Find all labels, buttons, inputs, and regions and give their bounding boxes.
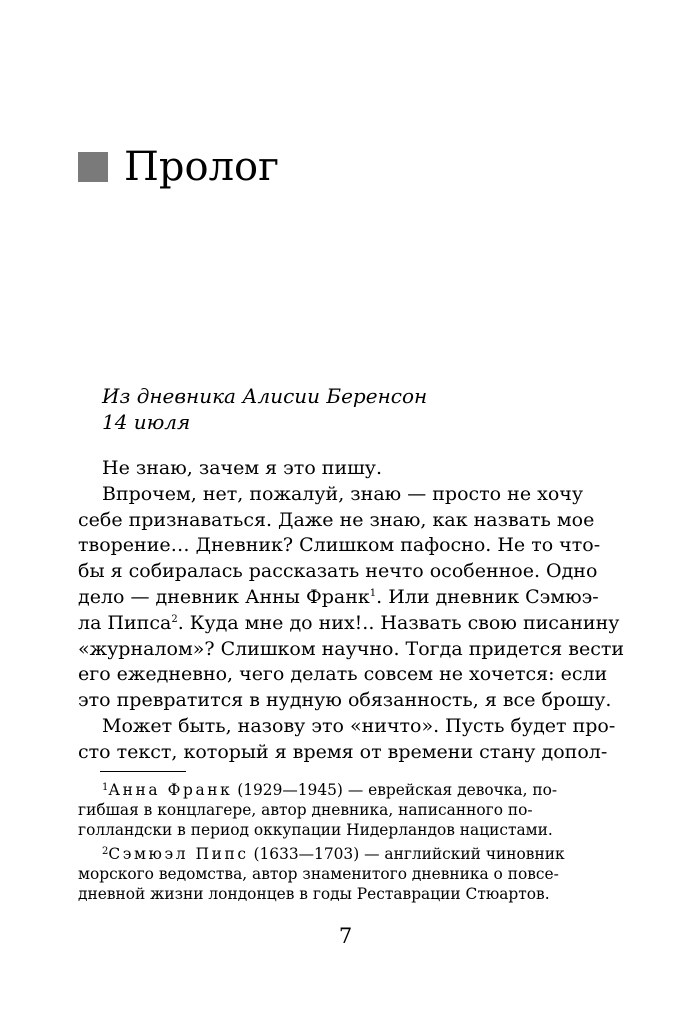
footnote-ref-1[interactable]: 1	[369, 587, 377, 599]
text-line: сто текст, который я время от времени стану допол-	[78, 740, 608, 763]
footnote-ref-2[interactable]: 2	[171, 613, 178, 625]
footnote-line: голландски в период оккупации Нидерландов нацистами.	[78, 821, 553, 839]
footnote-line: дневной жизни лондонцев в годы Реставрации Стюартов.	[78, 885, 550, 903]
footnote-2	[78, 842, 616, 904]
footnote-mark: 1	[102, 782, 109, 793]
footnote-divider	[100, 771, 186, 772]
page-number: 7	[338, 924, 353, 948]
text-fragment: ла Пипса	[78, 611, 172, 634]
footnote-line: гибшая в концлагере, автор дневника, написанного по-	[78, 801, 533, 819]
footnote-text: (1633—1703) — английский чиновник	[248, 845, 565, 863]
chapter-heading	[78, 143, 279, 191]
text-fragment: . Куда мне до них!.. Назвать свою писанину	[177, 611, 620, 634]
text-line: бы я собиралась рассказать нечто особенное. Одно	[78, 560, 598, 583]
epigraph-source: Из дневника Алисии Беренсон	[102, 384, 428, 408]
footnote-mark: 2	[102, 846, 109, 857]
footnote-1	[78, 778, 616, 840]
text-fragment: . Или дневник Сэмюэ-	[376, 585, 599, 608]
footnotes	[78, 778, 616, 904]
epigraph-date: 14 июля	[102, 410, 191, 434]
footnote-text: (1929—1945) — еврейская девочка, по-	[232, 781, 558, 799]
main-text	[78, 456, 625, 766]
text-line: это превратится в нудную обязанность, я все брошу.	[78, 689, 612, 712]
footnote-line	[78, 778, 616, 800]
paragraph-1	[78, 456, 616, 482]
text-line	[78, 611, 620, 637]
footnote-line	[78, 842, 616, 864]
paragraph-3	[78, 714, 616, 766]
footnote-name: Анна Франк	[108, 781, 233, 799]
text-fragment: дело — дневник Анны Франк	[78, 585, 370, 608]
footnote-name: Сэмюэл Пипс	[108, 845, 249, 863]
chapter-square-marker	[78, 152, 108, 182]
text-line: себе признаваться. Даже не знаю, как назвать мое	[78, 508, 595, 531]
text-line: Может быть, назову это «ничто». Пусть будет про-	[102, 714, 616, 737]
text-line: творение… Дневник? Слишком пафосно. Не то что-	[78, 534, 601, 557]
text-line: «журналом»? Слишком научно. Тогда придется вести	[78, 637, 625, 660]
text-line	[78, 585, 616, 611]
epigraph	[102, 383, 622, 435]
text-line: его ежедневно, чего делать совсем не хочется: если	[78, 663, 608, 686]
chapter-title: Пролог	[124, 144, 280, 190]
text-line: Впрочем, нет, пожалуй, знаю — просто не хочу	[102, 482, 584, 505]
footnote-line: морского ведомства, автор знаменитого дневника о повсе-	[78, 865, 559, 883]
paragraph-2	[78, 482, 625, 714]
paragraph-1-text: Не знаю, зачем я это пишу.	[102, 457, 383, 479]
